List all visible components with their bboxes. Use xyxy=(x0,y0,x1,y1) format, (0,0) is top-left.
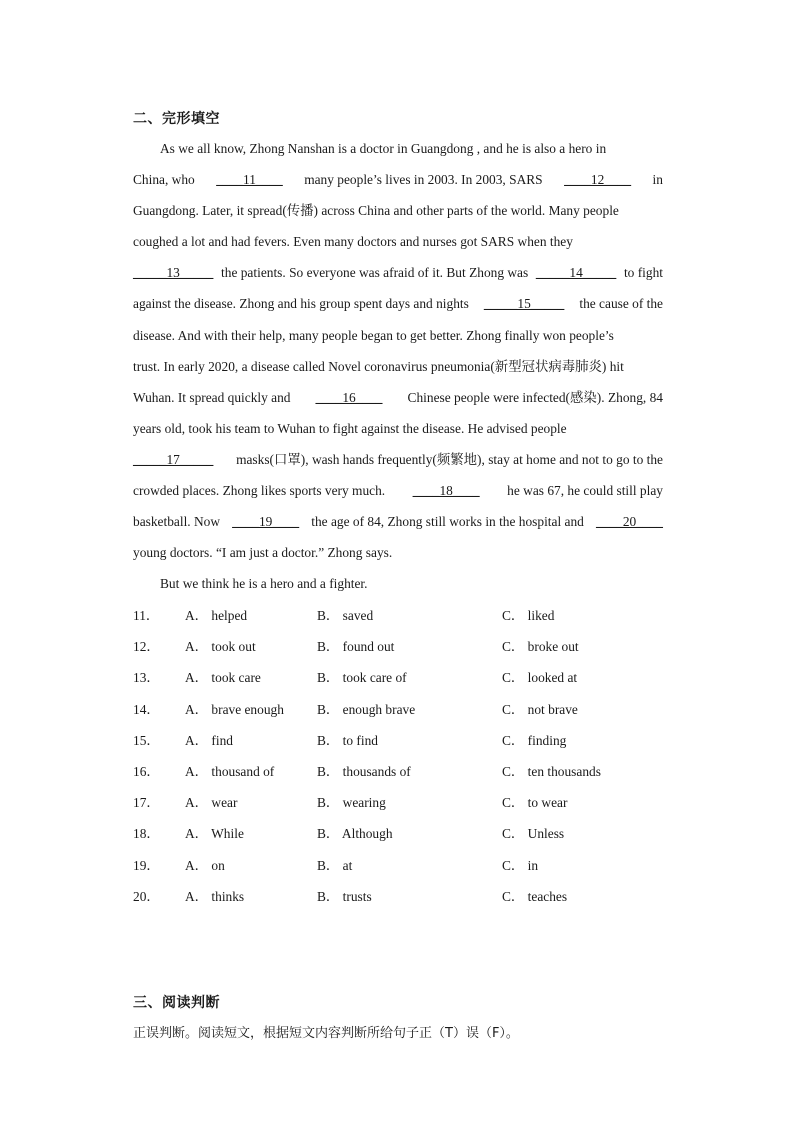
option-b: B． at xyxy=(317,857,353,873)
cloze-passage xyxy=(133,137,663,603)
option-b: B． found out xyxy=(317,639,395,655)
question-number: 13． xyxy=(133,670,160,686)
passage-line xyxy=(133,479,663,510)
question-number: 12． xyxy=(133,639,160,655)
question-row xyxy=(133,665,693,696)
passage-text: many people’s lives in 2003. In 2003, SARS xyxy=(300,172,546,188)
passage-text: coughed a lot and had fevers. Even many doctors and nurses got SARS when they xyxy=(133,234,573,250)
question-row xyxy=(133,728,693,759)
option-c: C． broke out xyxy=(502,639,579,655)
question-row xyxy=(133,603,693,634)
option-a: A． brave enough xyxy=(185,701,284,717)
passage-text: crowded places. Zhong likes sports very much. xyxy=(133,483,389,499)
answer-blank: _____17_____ xyxy=(133,451,214,467)
question-row xyxy=(133,853,693,884)
passage-text: the age of 84, Zhong still works in the hospital and xyxy=(307,514,588,530)
answer-blank: ____12____ xyxy=(564,172,632,188)
question-number: 17． xyxy=(133,795,160,811)
option-b: B． saved xyxy=(317,608,374,623)
passage-text: Guangdong. Later, it spread(传播) across China and other parts of the world. Many people xyxy=(133,203,619,219)
option-b: B． Although xyxy=(317,826,393,842)
passage-line xyxy=(133,137,663,168)
passage-line xyxy=(133,261,663,292)
question-number: 15． xyxy=(133,732,160,748)
section-title-cloze: 二、完形填空 xyxy=(133,111,220,127)
option-b: B． trusts xyxy=(317,888,372,904)
answer-blank: ____19____ xyxy=(232,514,300,530)
answer-blank: ____18____ xyxy=(412,483,480,499)
passage-line xyxy=(133,199,663,230)
passage-text: disease. And with their help, many people began to get better. Zhong finally won people’s xyxy=(133,327,614,343)
option-b: B． took care of xyxy=(317,670,407,686)
passage-text: basketball. Now xyxy=(133,514,224,530)
passage-line xyxy=(133,448,663,479)
question-row xyxy=(133,759,693,790)
option-c: C． Unless xyxy=(502,826,565,842)
passage-line xyxy=(133,230,663,261)
option-b: B． thousands of xyxy=(317,763,411,779)
option-c: C． to wear xyxy=(502,795,568,811)
passage-text: against the disease. Zhong and his group spent days and nights xyxy=(133,296,473,312)
option-c: C． finding xyxy=(502,732,567,748)
question-number: 11． xyxy=(133,608,160,623)
option-c: C． not brave xyxy=(502,701,578,717)
question-number: 16． xyxy=(133,763,160,779)
option-c: C． liked xyxy=(502,608,555,623)
option-a: A． While xyxy=(185,826,244,842)
passage-line xyxy=(133,386,663,417)
passage-line xyxy=(133,541,663,572)
option-c: C． looked at xyxy=(502,670,578,686)
passage-line xyxy=(133,510,663,541)
answer-blank: ____16____ xyxy=(315,389,383,405)
passage-line xyxy=(133,168,663,199)
question-number: 18． xyxy=(133,826,160,842)
question-number: 14． xyxy=(133,701,160,717)
option-a: A． find xyxy=(185,732,233,748)
option-a: A． on xyxy=(185,857,225,873)
answer-blank: _____15_____ xyxy=(483,296,565,312)
question-row xyxy=(133,821,693,852)
passage-line xyxy=(133,292,663,323)
passage-text: in xyxy=(649,172,663,188)
passage-text: young doctors. “I am just a doctor.” Zhong says. xyxy=(133,545,393,561)
option-a: A． thousand of xyxy=(185,763,275,779)
question-row xyxy=(133,634,693,665)
passage-line xyxy=(133,324,663,355)
option-a: A． took care xyxy=(185,670,261,686)
passage-line xyxy=(133,572,663,603)
passage-text: As we all know, Zhong Nanshan is a doctor in Guangdong , and he is also a hero in xyxy=(160,141,607,156)
passage-text: to fight xyxy=(620,265,663,281)
answer-blank: _____14_____ xyxy=(535,265,617,281)
passage-text: But we think he is a hero and a fighter. xyxy=(160,576,368,592)
option-c: C． teaches xyxy=(502,888,568,904)
question-number: 19． xyxy=(133,857,160,873)
passage-line xyxy=(133,417,663,448)
option-b: B． to find xyxy=(317,732,379,748)
passage-text: years old, took his team to Wuhan to fight against the disease. He advised people xyxy=(133,420,567,436)
question-row xyxy=(133,697,693,728)
answer-blank: ____20____ xyxy=(596,514,663,530)
cloze-options xyxy=(133,603,693,915)
section-title-reading-judgement: 三、阅读判断 xyxy=(133,995,220,1011)
option-a: A． helped xyxy=(185,608,248,623)
reading-instruction: 正误判断。阅读短文，根据短文内容判断所给句子正（T）误（F）。 xyxy=(133,1026,519,1041)
passage-text: trust. In early 2020, a disease called Novel coronavirus pneumonia(新型冠状病毒肺炎) hit xyxy=(133,358,624,374)
option-a: A． took out xyxy=(185,639,256,655)
question-number: 20． xyxy=(133,888,160,904)
option-b: B． wearing xyxy=(317,795,386,811)
passage-line xyxy=(133,355,663,386)
passage-text: Chinese people were infected(感染). Zhong, 84 xyxy=(404,389,663,405)
passage-text: Wuhan. It spread quickly and xyxy=(133,389,294,405)
option-a: A． wear xyxy=(185,795,238,811)
option-c: C． ten thousands xyxy=(502,763,601,779)
passage-text: the cause of the xyxy=(576,296,663,312)
question-row xyxy=(133,790,693,821)
question-row xyxy=(133,884,693,915)
passage-text: China, who xyxy=(133,172,199,188)
answer-blank: _____13_____ xyxy=(133,265,214,281)
passage-text: masks(口罩), wash hands frequently(频繁地), stay at home and not to go to the xyxy=(232,451,663,467)
option-c: C． in xyxy=(502,857,539,873)
passage-text: he was 67, he could still play xyxy=(503,483,663,499)
answer-blank: ____11____ xyxy=(216,172,283,188)
passage-text: the patients. So everyone was afraid of it. But Zhong was xyxy=(217,265,532,281)
option-b: B． enough brave xyxy=(317,701,416,717)
option-a: A． thinks xyxy=(185,888,245,904)
